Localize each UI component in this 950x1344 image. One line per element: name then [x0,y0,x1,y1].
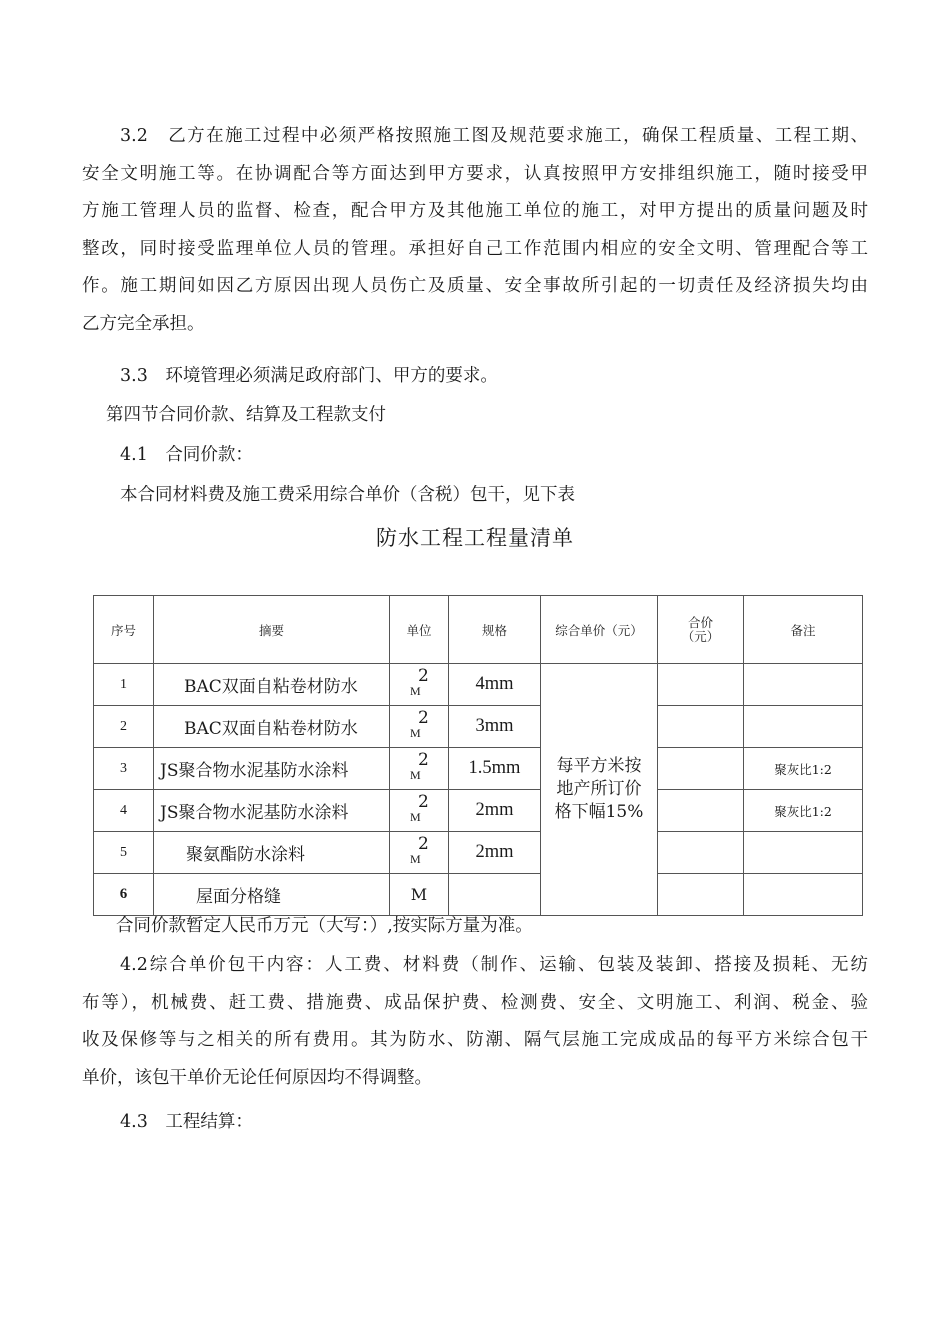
header-cell: 单位 [390,596,449,664]
row-number: 3 [94,748,154,790]
row-unit [390,748,449,790]
table-row [94,832,863,874]
row-total [658,832,744,874]
paragraph-line: 作。施工期间如因乙方原因出现人员伤亡及质量、安全事故所引起的一切责任及经济损失均由 [82,276,868,297]
row-spec [449,874,541,916]
table-row [94,748,863,790]
unit-superscript: 2 [418,834,429,854]
unit-superscript: 2 [418,750,429,770]
paragraph-line: 收及保修等与之相关的所有费用。其为防水、防潮、隔气层施工完成成品的每平方米综合包干 [82,1030,868,1051]
unit-superscript: 2 [418,666,429,686]
row-description: JS聚合物水泥基防水涂料 [154,748,390,790]
row-note [744,706,863,748]
row-spec: 1.5mm [449,748,541,790]
row-note [744,832,863,874]
header-cell: 合价 （元） [658,596,744,664]
section-heading-4: 第四节合同价款、结算及工程款支付 [106,405,386,425]
header-cell: 备注 [744,596,863,664]
unit-letter: M [410,726,421,740]
table-header-row [94,596,863,664]
row-unit [390,874,449,916]
paragraph-line: 布等），机械费、赶工费、措施费、成品保护费、检测费、安全、文明施工、利润、税金、验 [82,992,868,1013]
row-total [658,706,744,748]
row-unit [390,664,449,706]
row-spec: 2mm [449,832,541,874]
row-note: 聚灰比1:2 [744,790,863,832]
table-row [94,706,863,748]
unit-letter: M [410,885,428,904]
table-title: 防水工程工程量清单 [376,526,574,550]
row-spec: 4mm [449,664,541,706]
row-note [744,664,863,706]
row-note: 聚灰比1:2 [744,748,863,790]
row-description: BAC双面自粘卷材防水 [154,664,390,706]
paragraph-4-1: 4.1 合同价款： [120,445,253,465]
row-total [658,748,744,790]
unit-superscript: 2 [418,792,429,812]
paragraph-4-3: 4.3 工程结算： [120,1112,253,1132]
paragraph-line: 单价，该包干单价无论任何原因均不得调整。 [82,1067,432,1088]
row-description: 屋面分格缝 [154,874,390,916]
row-description: BAC双面自粘卷材防水 [154,706,390,748]
row-unit [390,706,449,748]
row-description: 聚氨酯防水涂料 [154,832,390,874]
row-number: 2 [94,706,154,748]
unit-price-note: 每平方米按地产所订价格下幅15% [541,664,658,916]
row-number: 4 [94,790,154,832]
row-total [658,790,744,832]
unit-letter: M [410,768,421,782]
table-row [94,790,863,832]
row-number: 1 [94,664,154,706]
table-row [94,664,863,706]
paragraph-line: 安全文明施工等。在协调配合等方面达到甲方要求，认真按照甲方安排组织施工，随时接受甲 [82,163,868,184]
paragraph-line: 方施工管理人员的监督、检查，配合甲方及其他施工单位的施工，对甲方提出的质量问题及时 [82,201,868,222]
unit-superscript: 2 [418,708,429,728]
quantity-table [93,595,863,916]
header-cell: 序号 [94,596,154,664]
unit-letter: M [410,852,421,866]
paragraph-3-2 [82,118,868,344]
row-description: JS聚合物水泥基防水涂料 [154,790,390,832]
unit-letter: M [410,684,421,698]
paragraph-4-2 [82,947,868,1097]
header-cell: 摘要 [154,596,390,664]
row-total [658,874,744,916]
row-note [744,874,863,916]
paragraph-3-3: 3.3 环境管理必须满足政府部门、甲方的要求。 [120,366,498,386]
row-number: 5 [94,832,154,874]
row-spec: 3mm [449,706,541,748]
table-row [94,874,863,916]
row-spec: 2mm [449,790,541,832]
paragraph-line: 4.2综合单价包干内容：人工费、材料费（制作、运输、包装及装卸、搭接及损耗、无纺 [120,955,868,975]
paragraph-line: 3.2 乙方在施工过程中必须严格按照施工图及规范要求施工，确保工程质量、工程工期、 [120,126,868,146]
unit-letter: M [410,810,421,824]
paragraph-line: 整改，同时接受监理单位人员的管理。承担好自己工作范围内相应的安全文明、管理配合等工 [82,238,868,259]
header-cell: 规格 [449,596,541,664]
row-unit [390,832,449,874]
row-total [658,664,744,706]
contract-price-line: 合同价款暂定人民币万元（大写：）,按实际方量为准。 [116,916,533,936]
paragraph-4-1-text: 本合同材料费及施工费采用综合单价（含税）包干，见下表 [120,485,575,505]
paragraph-line: 乙方完全承担。 [82,313,205,334]
row-number: 6 [94,874,154,916]
header-cell: 综合单价（元） [541,596,658,664]
row-unit [390,790,449,832]
